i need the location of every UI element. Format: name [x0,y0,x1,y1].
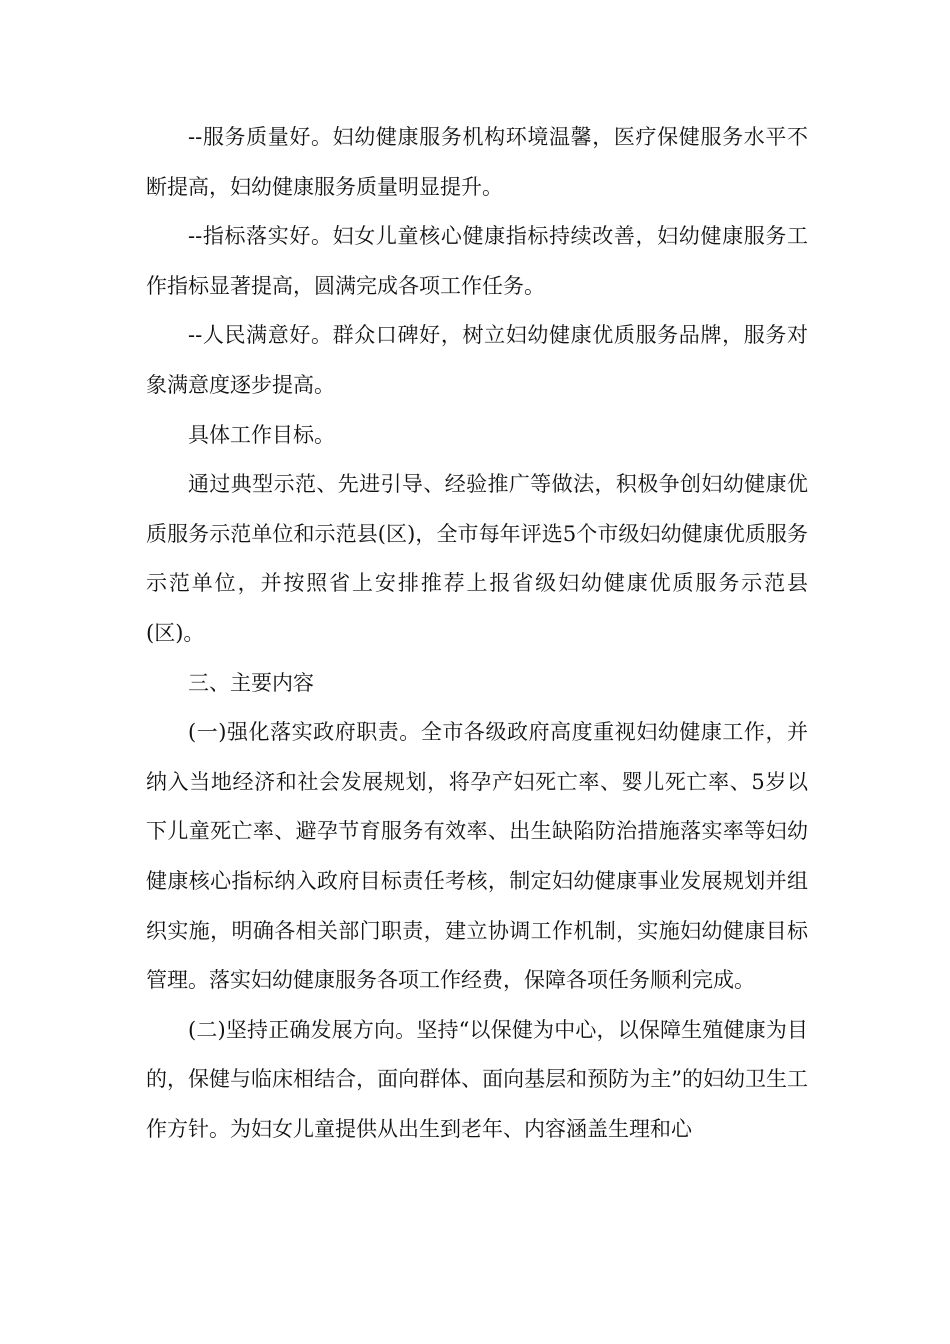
paragraph-development-direction: (二)坚持正确发展方向。坚持“以保健为中心，以保障生殖健康为目的，保健与临床相结合，面向群体、面向基层和预防为主”的妇幼卫生工作方针。为妇女儿童提供从出生到老年、内容涵盖生理和心 [146,1017,808,1141]
paragraph-specific-goals: 通过典型示范、先进引导、经验推广等做法，积极争创妇幼健康优质服务示范单位和示范县(区)，全市每年评选5个市级妇幼健康优质服务示范单位，并按照省上安排推荐上报省级妇幼健康优质服务示范县(区)。 [146,472,808,645]
paragraph-specific-goals-heading: 具体工作目标。 [188,422,335,447]
paragraph-public-satisfaction: --人民满意好。群众口碑好，树立妇幼健康优质服务品牌，服务对象满意度逐步提高。 [146,323,808,397]
section-heading-main-content: 三、主要内容 [188,670,314,695]
paragraph-service-quality: --服务质量好。妇幼健康服务机构环境温馨，医疗保健服务水平不断提高，妇幼健康服务质量明显提升。 [146,125,808,199]
document-body [146,113,808,1154]
paragraph-indicator-implementation: --指标落实好。妇女儿童核心健康指标持续改善，妇幼健康服务工作指标显著提高，圆满完成各项工作任务。 [146,224,808,298]
paragraph-government-duties: (一)强化落实政府职责。全市各级政府高度重视妇幼健康工作，并纳入当地经济和社会发展规划，将孕产妇死亡率、婴儿死亡率、5岁以下儿童死亡率、避孕节育服务有效率、出生缺陷防治措施落实率等妇幼健康核心指标纳入政府目标责任考核，制定妇幼健康事业发展规划并组织实施，明确各相关部门职责，建立协调工作机制，实施妇幼健康目标管理。落实妇幼健康服务各项工作经费，保障各项任务顺利完成。 [146,720,808,993]
